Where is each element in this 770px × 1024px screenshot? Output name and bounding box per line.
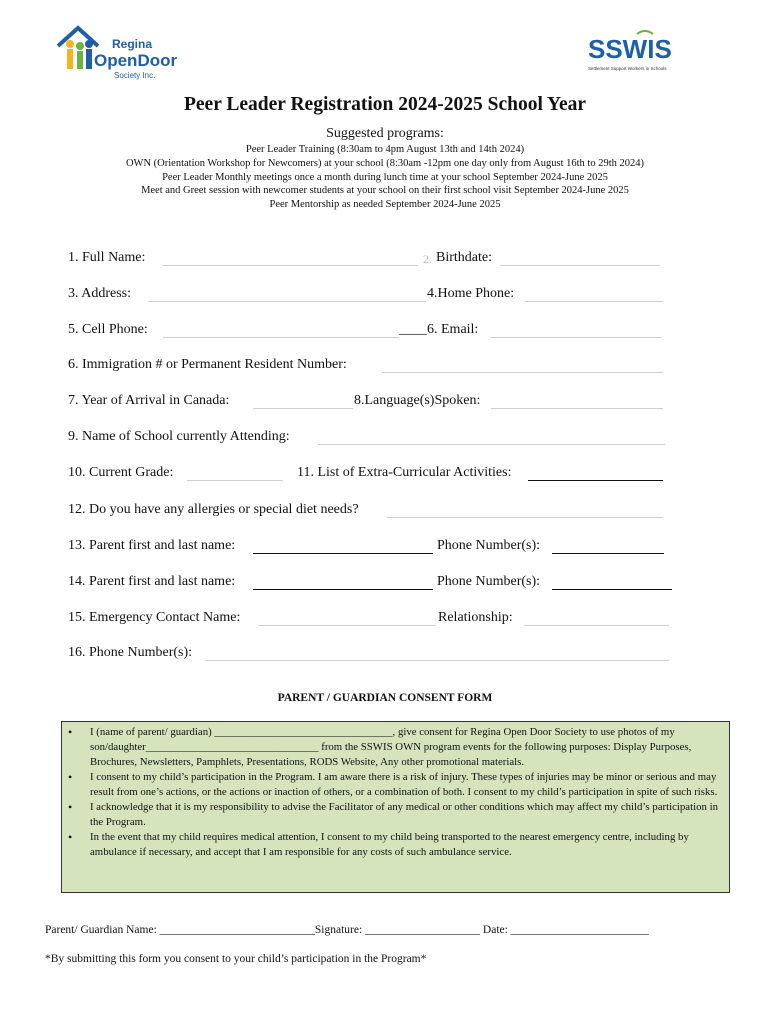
school-label: 9. Name of School currently Attending: xyxy=(68,429,290,444)
home-phone-field[interactable] xyxy=(525,301,663,302)
birthdate-field[interactable] xyxy=(500,265,660,266)
birthdate-label: Birthdate: xyxy=(436,250,492,265)
sswis-logo xyxy=(585,30,675,76)
consent-title: PARENT / GUARDIAN CONSENT FORM xyxy=(277,692,493,704)
allergies-field[interactable] xyxy=(387,517,663,518)
consent-list xyxy=(90,725,719,860)
emergency-contact-label: 15. Emergency Contact Name: xyxy=(68,610,241,625)
consent-item-medical-attention: • In the event that my child requires medical attention, I consent to my child being transported to the nearest emergency centre, including by ambulance if necessary, and accept that I am responsible for any costs of such ambulance service. xyxy=(90,830,719,860)
grade-field[interactable] xyxy=(187,480,283,481)
parent1-phone-field[interactable] xyxy=(552,553,664,554)
parent1-name-field[interactable] xyxy=(253,553,433,554)
program-line: OWN (Orientation Workshop for Newcomers) at your school (8:30am -12pm one day only from August 16th to 29th 2024) xyxy=(125,158,645,169)
program-line: Peer Mentorship as needed September 2024-June 2025 xyxy=(269,199,501,210)
program-line: Peer Leader Monthly meetings once a month during lunch time at your school September 2024-June 2025 xyxy=(162,172,608,183)
immigration-label: 6. Immigration # or Permanent Resident Number: xyxy=(68,357,347,372)
email-label: ____6. Email: xyxy=(399,322,479,337)
allergies-label: 12. Do you have any allergies or special diet needs? xyxy=(68,502,359,517)
logo-line3: Society Inc. xyxy=(114,71,156,80)
consent-item-photos: • I (name of parent/ guardian) _________________________________, give consent for Regina Open Door Society to use photos of my son/daughter________________________________ from the SSWIS OWN program events for the following purposes: Display Purposes, Brochures, Newsletters, Pamphlets, Presentations, RODS Website, Any other promotional materials. xyxy=(90,725,719,770)
suggested-programs-heading: Suggested programs: xyxy=(326,126,444,141)
address-field[interactable] xyxy=(148,301,426,302)
phone-numbers-field[interactable] xyxy=(205,660,669,661)
signature-line[interactable]: Parent/ Guardian Name: ___________________________Signature: ____________________ Date: ________________________ xyxy=(45,924,649,936)
phone-numbers-label: 16. Phone Number(s): xyxy=(68,645,193,660)
cell-phone-field[interactable] xyxy=(163,337,399,338)
consent-item-participation: • I consent to my child’s participation in the Program. I am aware there is a risk of injury. These types of injuries may be minor or serious and may result from one’s actions, or the actions or inaction of others, or a combination of both. I consent to my child’s participation in spite of such risks. xyxy=(90,770,719,800)
immigration-field[interactable] xyxy=(382,372,663,373)
relationship-field[interactable] xyxy=(524,625,669,626)
activities-label: 11. List of Extra-Curricular Activities: xyxy=(297,465,512,480)
parent2-phone-field[interactable] xyxy=(552,589,672,590)
house-icon xyxy=(58,28,98,69)
parent1-phone-label: Phone Number(s): xyxy=(437,538,541,553)
parent1-name-label: 13. Parent first and last name: xyxy=(68,538,236,553)
program-line: Peer Leader Training (8:30am to 4pm August 13th and 14th 2024) xyxy=(245,144,525,155)
relationship-label: Relationship: xyxy=(438,610,513,625)
logo-line1: Regina xyxy=(112,37,153,51)
parent2-name-label: 14. Parent first and last name: xyxy=(68,574,236,589)
sswis-name: SSWIS xyxy=(588,34,672,64)
emergency-contact-field[interactable] xyxy=(258,625,436,626)
sswis-tagline: Settlement Support Workers in Schools xyxy=(588,66,667,71)
parent2-name-field[interactable] xyxy=(253,589,433,590)
full-name-label: 1. Full Name: xyxy=(68,250,146,265)
regina-open-door-logo xyxy=(56,22,186,82)
languages-label: 8.Language(s)Spoken: xyxy=(354,393,481,408)
arrival-year-field[interactable] xyxy=(253,408,353,409)
consent-box xyxy=(61,721,730,893)
parent2-phone-label: Phone Number(s): xyxy=(437,574,541,589)
logo-line2: OpenDoor xyxy=(94,51,178,70)
school-field[interactable] xyxy=(318,444,665,445)
full-name-field[interactable] xyxy=(162,265,418,266)
submission-note: *By submitting this form you consent to your child’s participation in the Program* xyxy=(45,953,427,965)
program-line: Meet and Greet session with newcomer students at your school on their first school visit September 2024-June 2025 xyxy=(141,185,629,196)
activities-field[interactable] xyxy=(528,480,663,481)
home-phone-label: 4.Home Phone: xyxy=(427,286,515,301)
grade-label: 10. Current Grade: xyxy=(68,465,174,480)
consent-item-medical-conditions: • I acknowledge that it is my responsibility to advise the Facilitator of any medical or other conditions which may affect my child’s participation in the Program. xyxy=(90,800,719,830)
address-label: 3. Address: xyxy=(68,286,131,301)
languages-field[interactable] xyxy=(491,408,663,409)
arrival-year-label: 7. Year of Arrival in Canada: xyxy=(68,393,230,408)
email-field[interactable] xyxy=(490,337,662,338)
cell-phone-label: 5. Cell Phone: xyxy=(68,322,148,337)
page-title: Peer Leader Registration 2024-2025 School Year xyxy=(183,94,587,115)
birthdate-number: 2. xyxy=(423,252,432,266)
